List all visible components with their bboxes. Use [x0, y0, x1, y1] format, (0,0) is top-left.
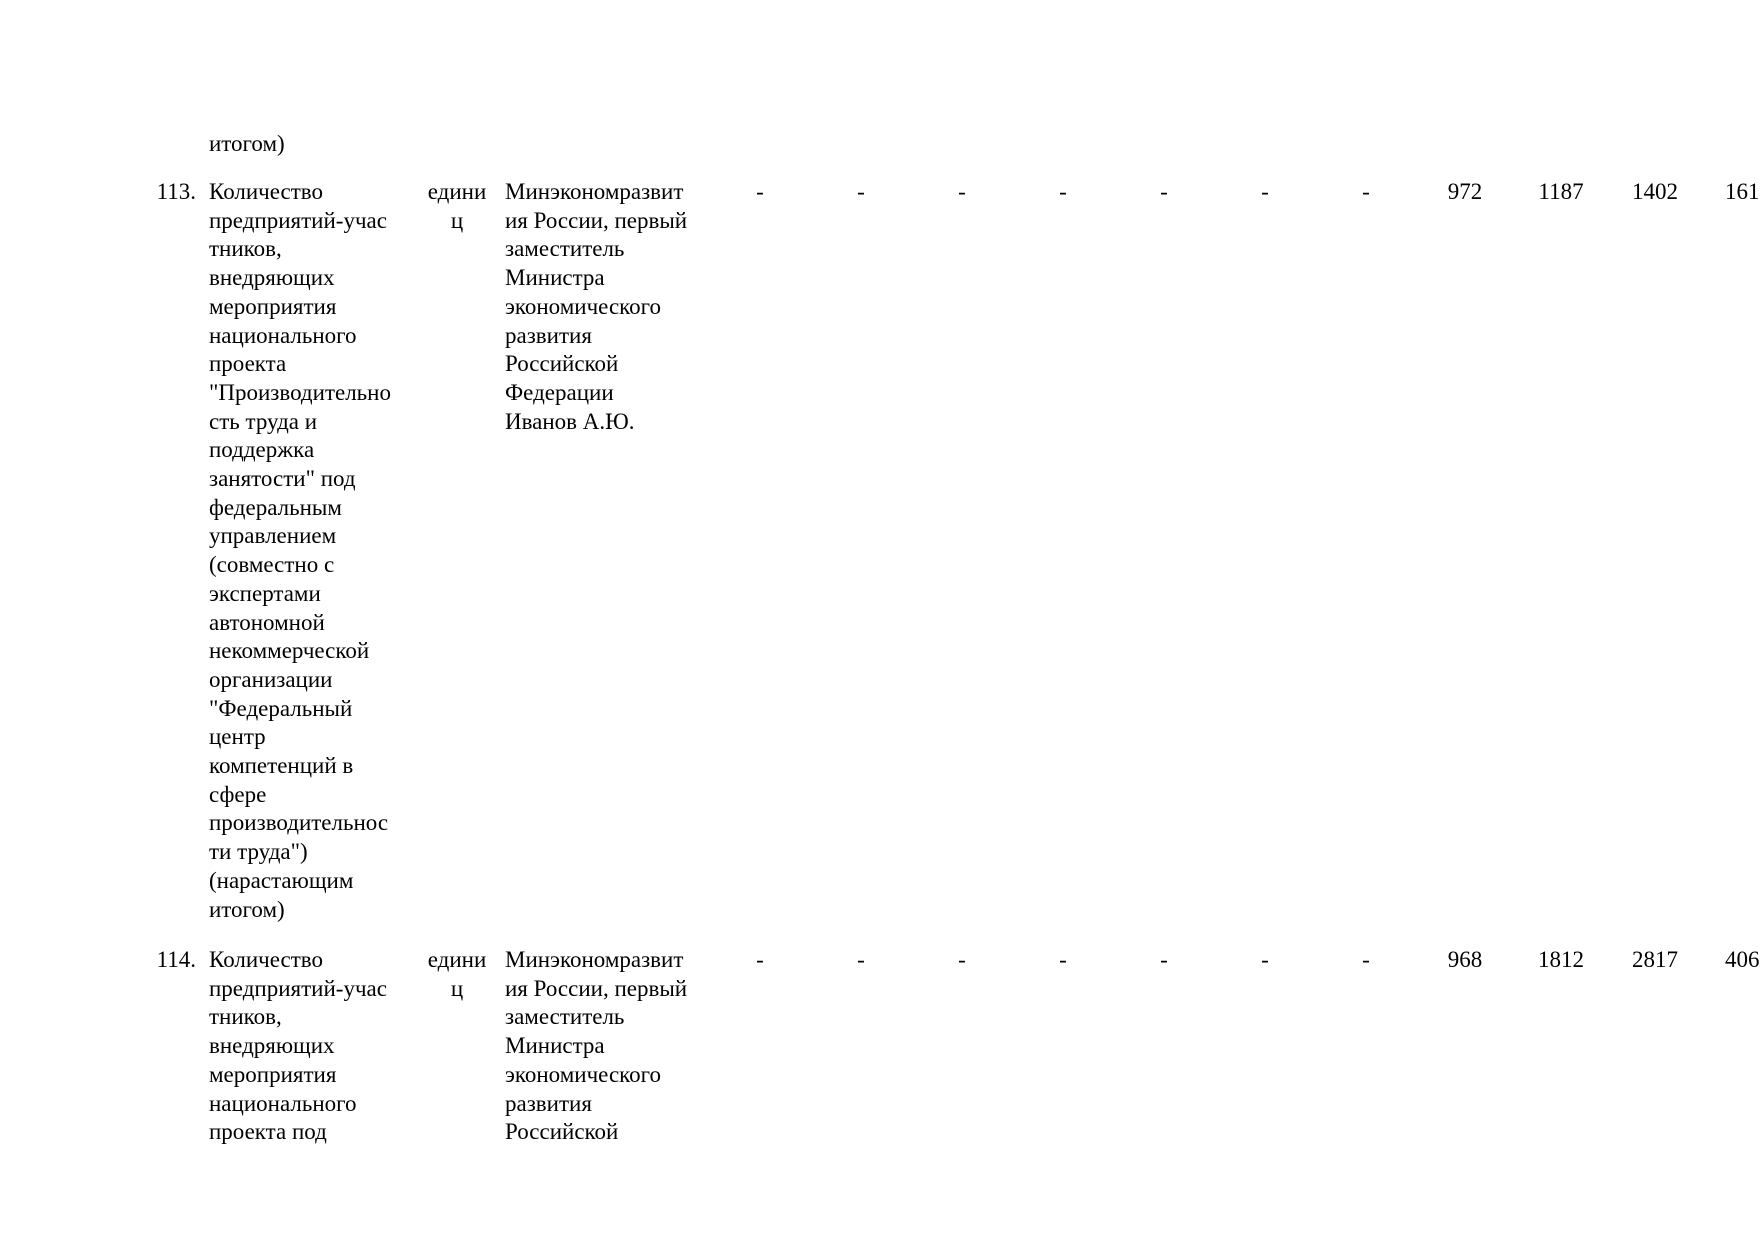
responsible-line: Российской: [505, 1119, 619, 1145]
responsible-line: Иванов А.Ю.: [505, 408, 635, 434]
indicator-line: (совместно с: [209, 552, 335, 578]
dash-cell: -: [756, 179, 764, 204]
unit-of-measure: [420, 178, 494, 235]
indicator-line: организации: [209, 666, 333, 692]
unit-line: ц: [450, 975, 464, 1001]
value-cell: 2817: [1632, 947, 1678, 972]
dash-cell: -: [756, 947, 764, 972]
indicator-name: [209, 946, 387, 1147]
indicator-line: проекта: [209, 351, 287, 377]
dash-cell: -: [1160, 947, 1168, 972]
value-cell: 1187: [1538, 179, 1584, 204]
responsible-line: Российской: [505, 351, 619, 377]
dash-cell: -: [958, 947, 966, 972]
dash-cell: -: [1362, 947, 1370, 972]
row-number: 113.: [156, 179, 196, 204]
indicator-line: производительнос: [209, 810, 389, 836]
indicator-line: внедряющих: [209, 1033, 335, 1059]
responsible-line: развития: [505, 322, 592, 348]
dash-cell: -: [857, 947, 865, 972]
unit-line: ц: [450, 207, 464, 233]
indicator-line: тников,: [209, 1004, 282, 1030]
indicator-line: мероприятия: [209, 293, 337, 319]
dash-cell: -: [1160, 179, 1168, 204]
indicator-line: управлением: [209, 523, 337, 549]
responsible-line: заместитель: [505, 1004, 625, 1030]
indicator-line: (нарастающим: [209, 867, 354, 893]
responsible-person: [505, 946, 687, 1147]
indicator-line: мероприятия: [209, 1061, 337, 1087]
indicator-line: Количество: [209, 947, 323, 972]
indicator-line: внедряющих: [209, 265, 335, 291]
dash-cell: -: [1362, 179, 1370, 204]
responsible-line: ия России, первый: [505, 207, 688, 233]
indicator-line: "Производительно: [209, 379, 391, 405]
responsible-person: [505, 178, 687, 436]
indicator-line: некоммерческой: [209, 638, 370, 664]
responsible-line: экономического: [505, 293, 662, 319]
value-cell: 1402: [1632, 179, 1678, 204]
indicator-line: национального: [209, 1090, 357, 1116]
unit-line: едини: [427, 179, 487, 204]
indicator-line: национального: [209, 322, 357, 348]
indicator-name: [209, 178, 391, 924]
value-cell-clipped: 406: [1725, 947, 1760, 972]
unit-of-measure: [420, 946, 494, 1003]
indicator-line: сфере: [209, 781, 267, 807]
dash-cell: -: [1261, 179, 1269, 204]
indicator-line: экспертами: [209, 580, 321, 606]
responsible-line: экономического: [505, 1061, 662, 1087]
indicator-line: предприятий-учас: [209, 207, 387, 233]
value-cell-clipped: 161: [1725, 179, 1760, 204]
indicator-line: центр: [209, 724, 266, 750]
row-number: 114.: [156, 947, 196, 972]
responsible-line: Минэкономразвит: [505, 179, 684, 204]
indicator-line: проекта под: [209, 1119, 327, 1145]
indicator-line: Количество: [209, 179, 323, 204]
dash-cell: -: [1059, 179, 1067, 204]
responsible-line: Федерации: [505, 379, 614, 405]
value-cell: 968: [1447, 947, 1483, 972]
value-cell: 1812: [1538, 947, 1584, 972]
indicator-line: предприятий-учас: [209, 975, 387, 1001]
responsible-line: ия России, первый: [505, 975, 688, 1001]
indicator-line: автономной: [209, 609, 325, 635]
indicator-line: компетенций в: [209, 753, 354, 779]
responsible-line: Минэкономразвит: [505, 947, 684, 972]
dash-cell: -: [857, 179, 865, 204]
indicator-line: "Федеральный: [209, 695, 353, 721]
indicator-line: тников,: [209, 236, 282, 262]
value-cell: 972: [1447, 179, 1483, 204]
dash-cell: -: [958, 179, 966, 204]
unit-line: едини: [427, 947, 487, 972]
responsible-line: заместитель: [505, 236, 625, 262]
indicator-line: федеральным: [209, 494, 342, 520]
carryover-text: [209, 130, 285, 159]
dash-cell: -: [1261, 947, 1269, 972]
indicator-line: ти труда"): [209, 839, 308, 865]
indicator-line: сть труда и: [209, 408, 318, 434]
dash-cell: -: [1059, 947, 1067, 972]
responsible-line: развития: [505, 1090, 592, 1116]
indicator-line: поддержка: [209, 437, 315, 463]
responsible-line: Министра: [505, 265, 605, 291]
indicator-line: итогом): [209, 896, 285, 922]
carryover-line: итогом): [209, 131, 285, 156]
responsible-line: Министра: [505, 1033, 605, 1059]
indicator-line: занятости" под: [209, 466, 356, 492]
